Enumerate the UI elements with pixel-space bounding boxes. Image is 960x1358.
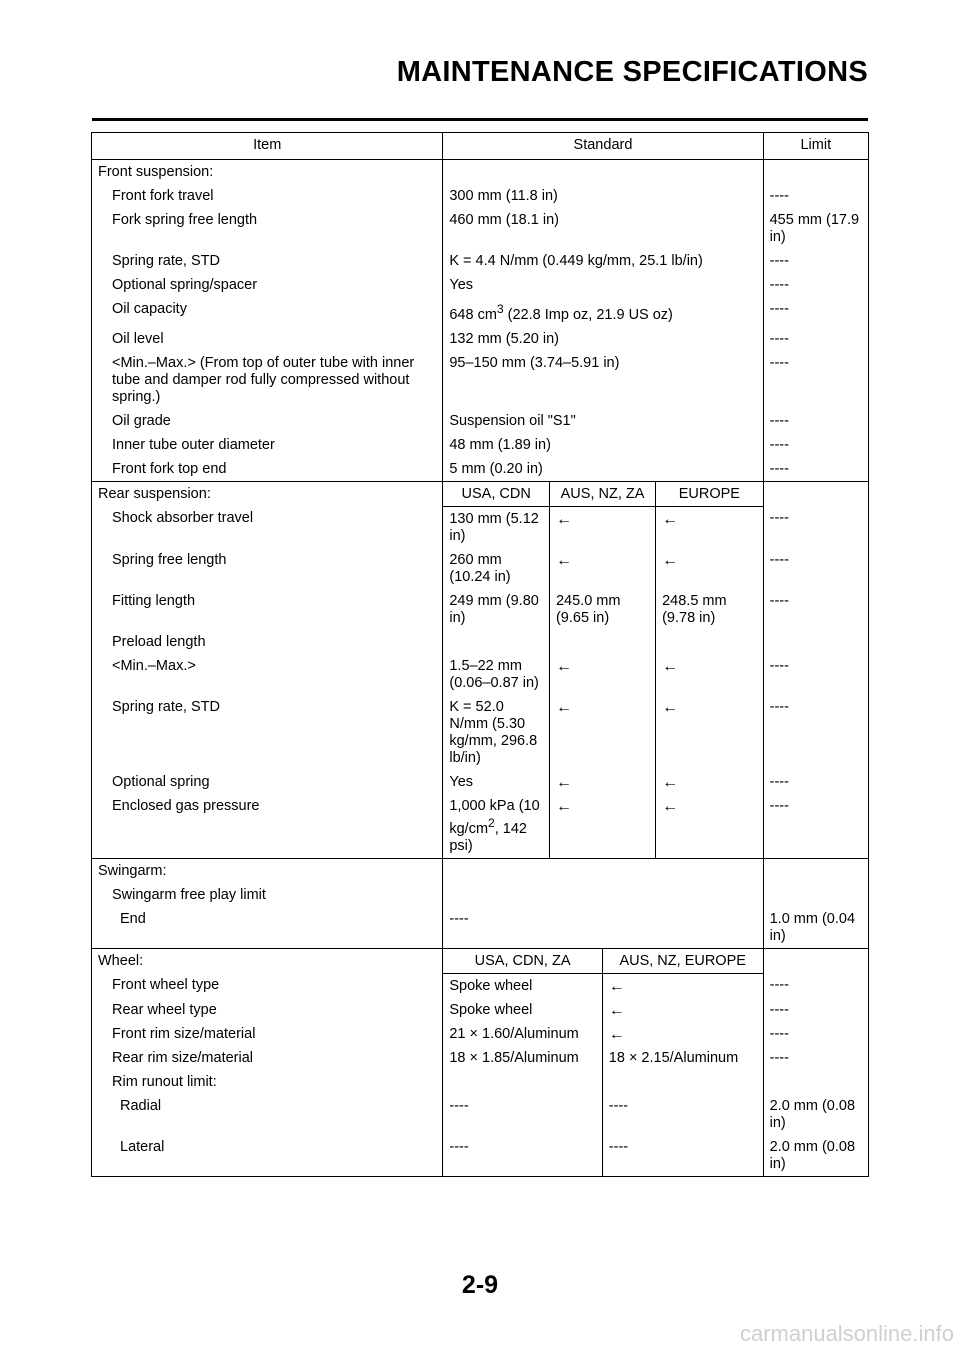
region-header: EUROPE	[656, 481, 764, 506]
same-as-left-arrow-icon: ←	[549, 654, 655, 695]
item-label: Rim runout limit:	[112, 1073, 217, 1090]
section-heading: Rear suspension:	[92, 481, 443, 506]
page-title: MAINTENANCE SPECIFICATIONS	[396, 56, 868, 88]
limit-value: ----	[763, 249, 868, 273]
table-row	[92, 907, 869, 949]
limit-value: ----	[763, 794, 868, 858]
same-as-left-arrow-icon: ←	[656, 695, 764, 770]
limit-value: ----	[763, 327, 868, 351]
limit-value: ----	[763, 1046, 868, 1070]
item-label: Optional spring	[112, 773, 210, 790]
standard-value: 130 mm (5.12 in)	[443, 506, 550, 548]
table-row	[92, 184, 869, 208]
table-row	[92, 1046, 869, 1070]
limit-value: ----	[763, 457, 868, 482]
same-as-left-arrow-icon: ←	[656, 548, 764, 589]
item-label: Preload length	[112, 633, 206, 650]
table-row	[92, 506, 869, 548]
table-row	[92, 1070, 869, 1094]
same-as-left-arrow-icon: ←	[656, 770, 764, 794]
standard-value: ----	[602, 1135, 763, 1177]
table-row	[92, 297, 869, 327]
standard-value: 248.5 mm (9.78 in)	[656, 589, 764, 630]
standard-value: ----	[443, 907, 763, 949]
item-label: Front wheel type	[112, 977, 220, 994]
limit-value: ----	[763, 589, 868, 630]
limit-value: ----	[763, 409, 868, 433]
standard-value: Suspension oil "S1"	[443, 409, 763, 433]
limit-value: ----	[763, 1022, 868, 1046]
limit-value: ----	[763, 695, 868, 770]
section-heading: Swingarm:	[92, 858, 443, 883]
limit-value: ----	[763, 351, 868, 409]
limit-value: ----	[763, 297, 868, 327]
region-header: USA, CDN	[443, 481, 550, 506]
table-row	[92, 548, 869, 589]
limit-value: 1.0 mm (0.04 in)	[763, 907, 868, 949]
table-row	[92, 1094, 869, 1135]
section-heading: Front suspension:	[98, 164, 214, 180]
item-label: Spring rate, STD	[112, 253, 220, 269]
same-as-left-arrow-icon: ←	[602, 973, 763, 998]
standard-value: 95–150 mm (3.74–5.91 in)	[443, 351, 763, 409]
limit-value: ----	[763, 184, 868, 208]
table-row	[92, 160, 869, 185]
standard-value: 249 mm (9.80 in)	[443, 589, 550, 630]
standard-value: 21 × 1.60/Aluminum	[443, 1022, 602, 1046]
limit-value: 455 mm (17.9 in)	[763, 208, 868, 249]
item-label: Fitting length	[112, 592, 196, 609]
table-row	[92, 433, 869, 457]
table-row	[92, 1022, 869, 1046]
table-row	[92, 770, 869, 794]
limit-value: ----	[763, 548, 868, 589]
header-item: Item	[92, 133, 443, 160]
table-row	[92, 858, 869, 883]
watermark: carmanualsonline.info	[739, 1321, 954, 1346]
table-row	[92, 589, 869, 630]
region-header: AUS, NZ, EUROPE	[602, 948, 763, 973]
same-as-left-arrow-icon: ←	[549, 506, 655, 548]
table-row	[92, 327, 869, 351]
table-row	[92, 409, 869, 433]
table-header-row	[92, 133, 869, 160]
table-row	[92, 998, 869, 1022]
same-as-left-arrow-icon: ←	[656, 654, 764, 695]
limit-value: ----	[763, 998, 868, 1022]
page-number: 2-9	[461, 1271, 499, 1299]
table-row	[92, 1135, 869, 1177]
standard-value: 18 × 2.15/Aluminum	[602, 1046, 763, 1070]
item-label: Optional spring/spacer	[112, 277, 258, 293]
section-heading: Wheel:	[92, 948, 443, 973]
region-header: AUS, NZ, ZA	[549, 481, 655, 506]
item-label: Swingarm free play limit	[112, 886, 266, 903]
table-row	[92, 208, 869, 249]
standard-value: ----	[602, 1094, 763, 1135]
same-as-left-arrow-icon: ←	[549, 770, 655, 794]
limit-value: ----	[763, 973, 868, 998]
standard-value: Spoke wheel	[443, 998, 602, 1022]
standard-value: 48 mm (1.89 in)	[443, 433, 763, 457]
item-label: Front fork travel	[112, 188, 214, 204]
item-label: <Min.–Max.> (From top of outer tube with inner tube and damper rod fully compressed without spring.)	[112, 354, 415, 405]
standard-value: Spoke wheel	[443, 973, 602, 998]
header-limit: Limit	[763, 133, 868, 160]
standard-value: 1,000 kPa (10 $kg/cm^2$, 142 psi)	[443, 794, 550, 858]
item-label: Fork spring free length	[112, 212, 258, 228]
standard-value: 648 $cm^3$ (22.8 Imp oz, 21.9 US oz)	[443, 297, 763, 327]
limit-value: 2.0 mm (0.08 in)	[763, 1094, 868, 1135]
item-label: Oil level	[112, 330, 164, 347]
standard-value: 18 × 1.85/Aluminum	[443, 1046, 602, 1070]
standard-value: ----	[443, 1094, 602, 1135]
same-as-left-arrow-icon: ←	[656, 794, 764, 858]
item-label: Shock absorber travel	[112, 510, 254, 527]
standard-value: K = 52.0 N/mm (5.30 kg/mm, 296.8 lb/in)	[443, 695, 550, 770]
same-as-left-arrow-icon: ←	[549, 794, 655, 858]
limit-value: ----	[763, 273, 868, 297]
limit-value: ----	[763, 770, 868, 794]
limit-value: ----	[763, 433, 868, 457]
table-row	[92, 654, 869, 695]
standard-value: 132 mm (5.20 in)	[443, 327, 763, 351]
item-label: Oil capacity	[112, 301, 187, 317]
item-label: Enclosed gas pressure	[112, 797, 260, 814]
table-row	[92, 973, 869, 998]
limit-value: ----	[763, 654, 868, 695]
item-label: Front rim size/material	[112, 1025, 256, 1042]
table-row	[92, 481, 869, 506]
standard-value: 1.5–22 mm (0.06–0.87 in)	[443, 654, 550, 695]
item-label: Front fork top end	[112, 460, 227, 477]
table-row	[92, 457, 869, 482]
item-label: Lateral	[92, 1135, 443, 1177]
item-label: Oil grade	[112, 412, 171, 429]
standard-value: K = 4.4 N/mm (0.449 kg/mm, 25.1 lb/in)	[443, 249, 763, 273]
table-row	[92, 249, 869, 273]
item-label: Inner tube outer diameter	[112, 436, 275, 453]
table-row	[92, 351, 869, 409]
limit-value: 2.0 mm (0.08 in)	[763, 1135, 868, 1177]
item-label: Spring free length	[112, 551, 227, 568]
item-label: Spring rate, STD	[112, 698, 220, 715]
standard-value: Yes	[443, 770, 550, 794]
limit-value: ----	[763, 506, 868, 548]
table-row	[92, 948, 869, 973]
region-header: USA, CDN, ZA	[443, 948, 602, 973]
item-label: Rear rim size/material	[112, 1049, 253, 1066]
same-as-left-arrow-icon: ←	[549, 548, 655, 589]
item-label: Rear wheel type	[112, 1001, 217, 1018]
table-row	[92, 794, 869, 858]
table-row	[92, 695, 869, 770]
header-standard: Standard	[443, 133, 763, 160]
item-label: <Min.–Max.>	[112, 657, 196, 674]
table-row	[92, 883, 869, 907]
standard-value: 460 mm (18.1 in)	[443, 208, 763, 249]
standard-value: ----	[443, 1135, 602, 1177]
standard-value: Yes	[443, 273, 763, 297]
standard-value: 5 mm (0.20 in)	[443, 457, 763, 482]
standard-value: 300 mm (11.8 in)	[443, 184, 763, 208]
same-as-left-arrow-icon: ←	[602, 998, 763, 1022]
item-label: Radial	[120, 1097, 162, 1114]
item-label: End	[120, 910, 146, 927]
table-row	[92, 630, 869, 654]
standard-value: 245.0 mm (9.65 in)	[549, 589, 655, 630]
same-as-left-arrow-icon: ←	[656, 506, 764, 548]
table-row	[92, 273, 869, 297]
standard-value: 260 mm (10.24 in)	[443, 548, 550, 589]
spec-table	[91, 132, 869, 1177]
same-as-left-arrow-icon: ←	[602, 1022, 763, 1046]
same-as-left-arrow-icon: ←	[549, 695, 655, 770]
title-rule	[92, 118, 868, 121]
